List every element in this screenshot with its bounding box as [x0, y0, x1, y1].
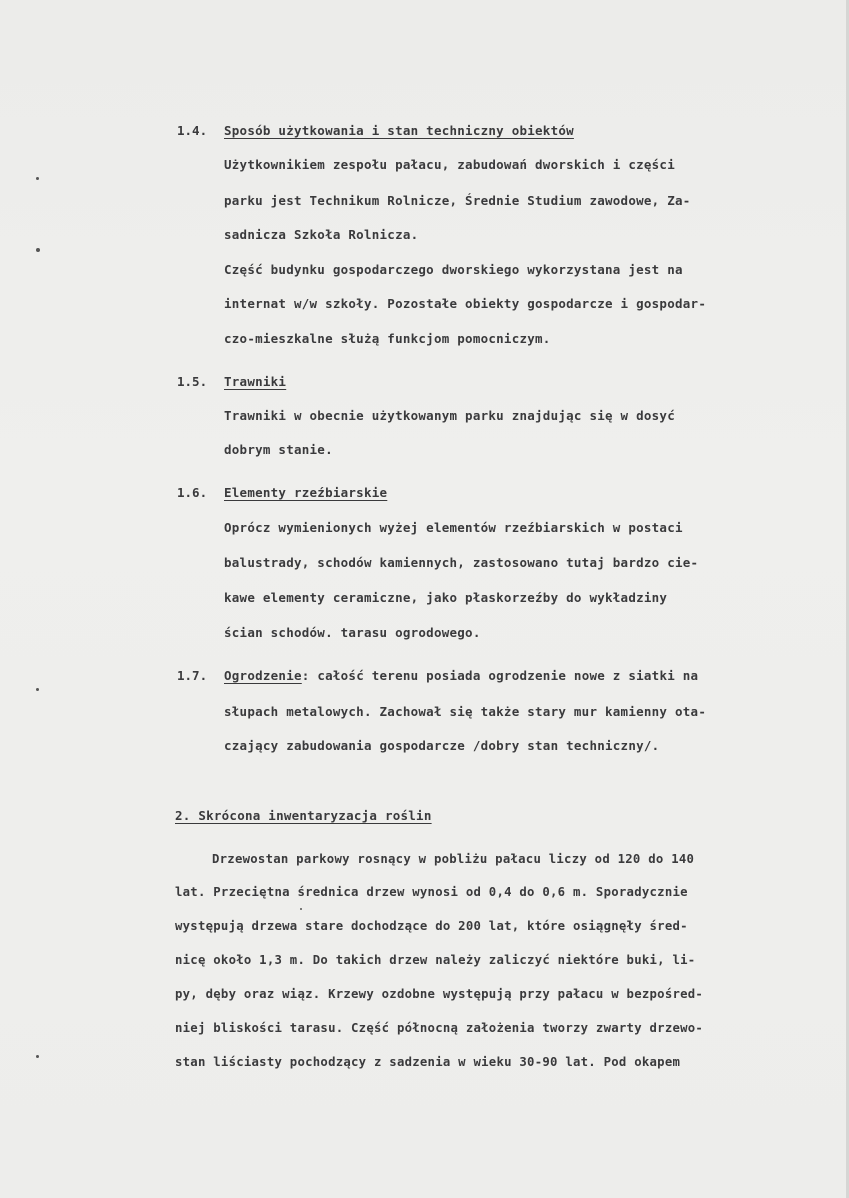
section-heading: Ogrodzenie — [224, 668, 302, 683]
paragraph-line: balustrady, schodów kamiennych, zastosowano tutaj bardzo cie- — [224, 555, 699, 570]
section-number: 1.5. — [177, 374, 208, 389]
paragraph-text: : całość terenu posiada ogrodzenie nowe z siatki na — [301, 668, 699, 683]
section-heading: Trawniki — [224, 374, 287, 389]
paragraph-line: Oprócz wymienionych wyżej elementów rzeźbiarskich w postaci — [224, 520, 683, 535]
paragraph-line: parku jest Technikum Rolnicze, Średnie Studium zawodowe, Za- — [224, 193, 691, 208]
paragraph-line: stan liściasty pochodzący z sadzenia w wieku 30-90 lat. Pod okapem — [175, 1055, 681, 1069]
margin-speck — [36, 177, 39, 180]
paragraph-line: Część budynku gospodarczego dworskiego wykorzystana jest na — [224, 262, 683, 277]
section-number: 1.6. — [177, 485, 208, 500]
paragraph-line: internat w/w szkoły. Pozostałe obiekty gospodarcze i gospodar- — [224, 296, 707, 311]
paragraph-line: niej bliskości tarasu. Część północną założenia tworzy zwarty drzewo- — [175, 1021, 704, 1035]
margin-speck — [36, 1055, 39, 1058]
paragraph-line: Drzewostan parkowy rosnący w pobliżu pałacu liczy od 120 do 140 — [212, 852, 695, 866]
section-heading: Sposób użytkowania i stan techniczny obiektów — [224, 123, 574, 138]
margin-speck — [36, 688, 39, 691]
paragraph-line: sadnicza Szkoła Rolnicza. — [224, 227, 419, 242]
section-heading: Elementy rzeźbiarskie — [224, 485, 388, 500]
paragraph-line: Trawniki w obecnie użytkowanym parku znajdując się w dosyć — [224, 408, 675, 423]
margin-speck — [36, 248, 40, 252]
section-number: 1.7. — [177, 668, 208, 683]
paragraph-line: nicę około 1,3 m. Do takich drzew należy zaliczyć niektóre buki, li- — [175, 953, 696, 967]
section-heading: 2. Skrócona inwentaryzacja roślin — [175, 808, 432, 823]
paragraph-line: dobrym stanie. — [224, 442, 333, 457]
section-number: 1.4. — [177, 123, 208, 138]
paragraph-line: występują drzewa stare dochodzące do 200 lat, które osiągnęły śred- — [175, 919, 688, 933]
paragraph-line: Użytkownikiem zespołu pałacu, zabudowań dworskich i części — [224, 157, 675, 172]
paragraph-line: lat. Przeciętna średnica drzew wynosi od 0,4 do 0,6 m. Sporadycznie — [175, 885, 688, 899]
section-heading-line — [224, 668, 698, 684]
margin-speck — [300, 908, 302, 910]
paragraph-line: czo-mieszkalne służą funkcjom pomocniczym. — [224, 331, 551, 346]
paragraph-line: ścian schodów. tarasu ogrodowego. — [224, 625, 481, 640]
paragraph-line: kawe elementy ceramiczne, jako płaskorzeźby do wykładziny — [224, 590, 668, 605]
paragraph-line: słupach metalowych. Zachował się także stary mur kamienny ota- — [224, 704, 707, 719]
paragraph-line: py, dęby oraz wiąz. Krzewy ozdobne występują przy pałacu w bezpośred- — [175, 987, 704, 1001]
paragraph-line: czający zabudowania gospodarcze /dobry stan techniczny/. — [224, 738, 660, 753]
